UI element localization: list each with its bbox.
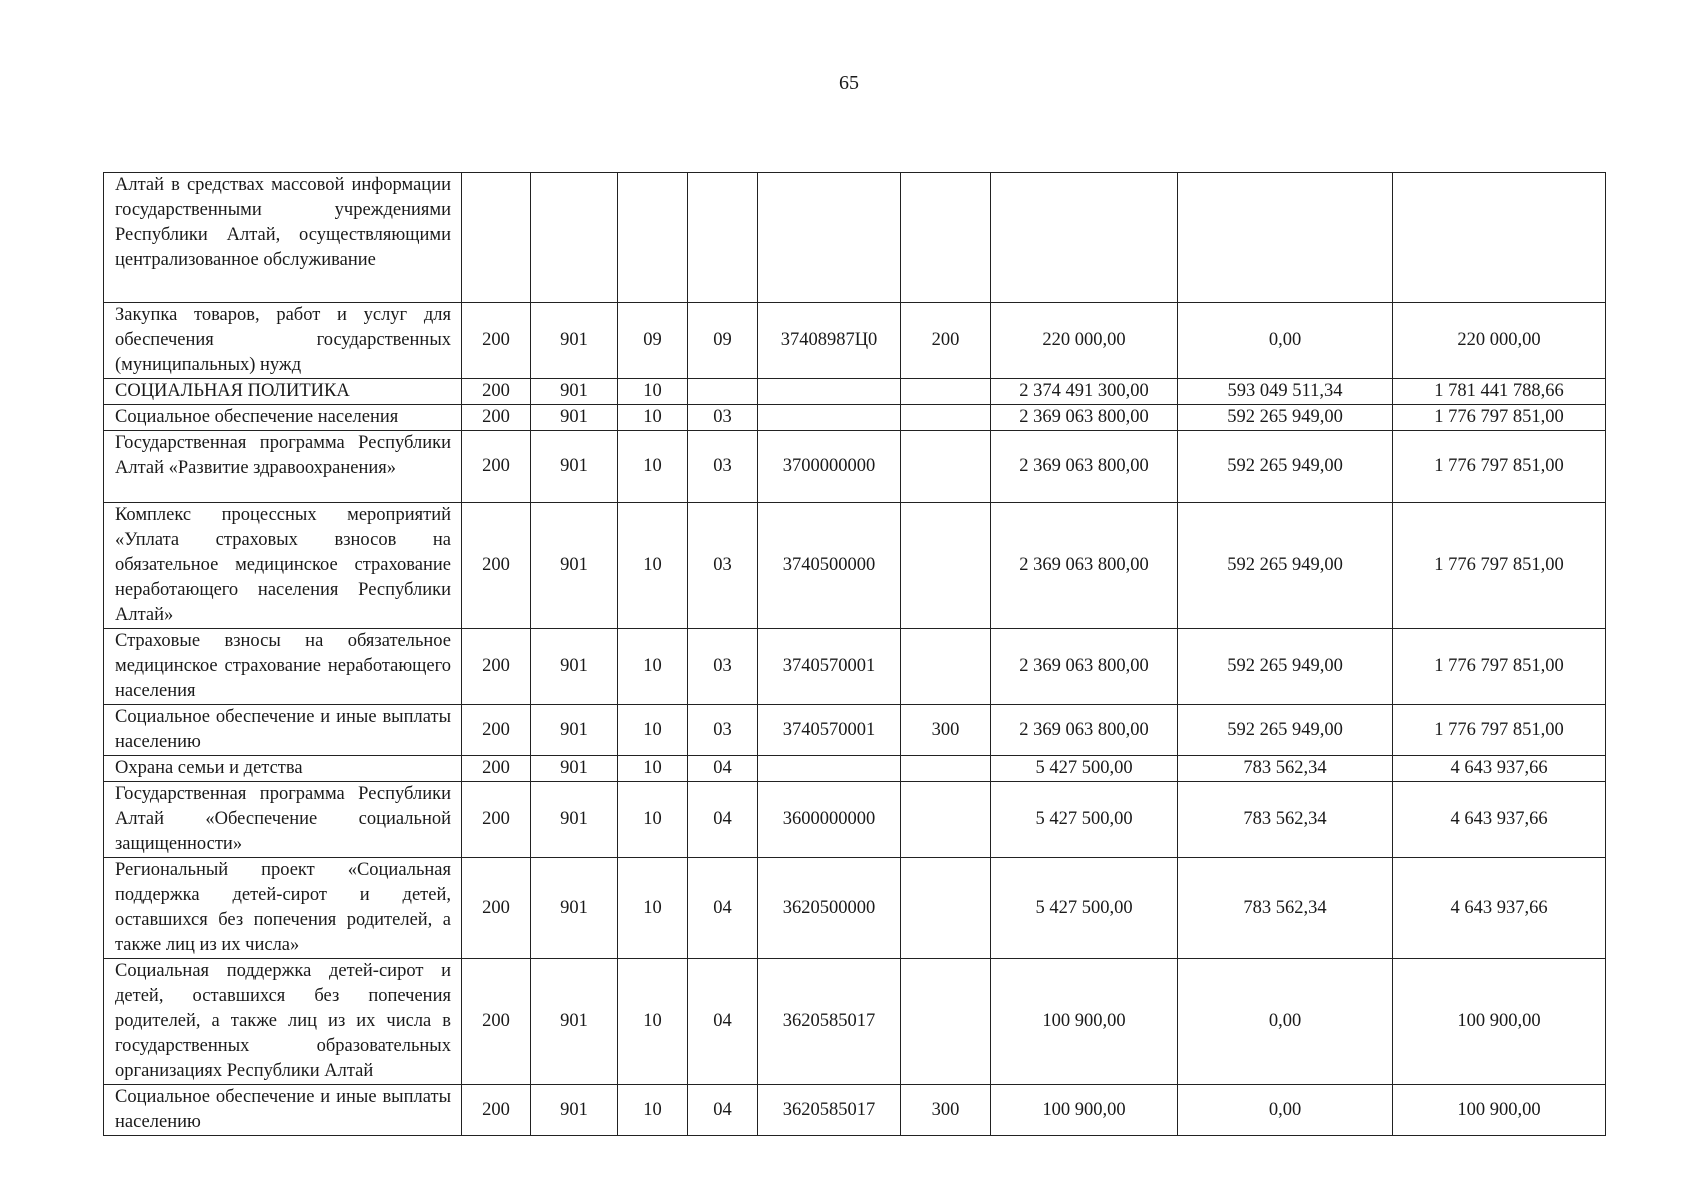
table-row (104, 431, 1606, 503)
plan-amount-cell: 2 369 063 800,00 (991, 503, 1178, 629)
section-code-cell: 10 (618, 705, 688, 756)
expense-type-cell (901, 629, 991, 705)
plan-amount-cell: 2 369 063 800,00 (991, 705, 1178, 756)
expense-type-cell (901, 782, 991, 858)
executed-amount-cell: 0,00 (1178, 959, 1393, 1085)
admin-code-cell: 200 (462, 503, 531, 629)
admin-code-cell: 200 (462, 782, 531, 858)
section-code-cell: 10 (618, 379, 688, 405)
department-code-cell: 901 (531, 431, 618, 503)
target-article-cell (758, 173, 901, 303)
section-code-cell: 10 (618, 431, 688, 503)
row-name-cell: Охрана семьи и детства (104, 756, 462, 782)
target-article-cell: 3620585017 (758, 959, 901, 1085)
section-code-cell: 10 (618, 756, 688, 782)
expense-type-cell (901, 959, 991, 1085)
subsection-code-cell: 04 (688, 959, 758, 1085)
admin-code-cell (462, 173, 531, 303)
remaining-amount-cell: 4 643 937,66 (1393, 756, 1606, 782)
section-code-cell: 10 (618, 959, 688, 1085)
executed-amount-cell: 783 562,34 (1178, 858, 1393, 959)
admin-code-cell: 200 (462, 959, 531, 1085)
target-article-cell: 3700000000 (758, 431, 901, 503)
executed-amount-cell: 592 265 949,00 (1178, 431, 1393, 503)
row-name-cell: Государственная программа Республики Алтай «Развитие здравоохранения» (104, 431, 462, 503)
subsection-code-cell: 03 (688, 405, 758, 431)
executed-amount-cell: 592 265 949,00 (1178, 629, 1393, 705)
department-code-cell: 901 (531, 858, 618, 959)
department-code-cell (531, 173, 618, 303)
remaining-amount-cell: 100 900,00 (1393, 959, 1606, 1085)
table-row (104, 629, 1606, 705)
remaining-amount-cell: 1 781 441 788,66 (1393, 379, 1606, 405)
remaining-amount-cell: 1 776 797 851,00 (1393, 629, 1606, 705)
subsection-code-cell (688, 379, 758, 405)
section-code-cell: 10 (618, 858, 688, 959)
department-code-cell: 901 (531, 1085, 618, 1136)
table-row (104, 782, 1606, 858)
admin-code-cell: 200 (462, 405, 531, 431)
plan-amount-cell: 2 369 063 800,00 (991, 629, 1178, 705)
table-row (104, 959, 1606, 1085)
remaining-amount-cell: 1 776 797 851,00 (1393, 503, 1606, 629)
executed-amount-cell: 0,00 (1178, 1085, 1393, 1136)
page-number: 65 (839, 72, 859, 94)
target-article-cell (758, 405, 901, 431)
target-article-cell: 3620500000 (758, 858, 901, 959)
budget-table-body (104, 173, 1606, 1136)
subsection-code-cell: 09 (688, 303, 758, 379)
remaining-amount-cell: 220 000,00 (1393, 303, 1606, 379)
target-article-cell (758, 756, 901, 782)
plan-amount-cell: 5 427 500,00 (991, 756, 1178, 782)
target-article-cell: 3620585017 (758, 1085, 901, 1136)
remaining-amount-cell: 1 776 797 851,00 (1393, 431, 1606, 503)
plan-amount-cell: 2 369 063 800,00 (991, 431, 1178, 503)
department-code-cell: 901 (531, 303, 618, 379)
section-code-cell (618, 173, 688, 303)
subsection-code-cell: 04 (688, 1085, 758, 1136)
row-name-cell: Комплекс процессных мероприятий «Уплата страховых взносов на обязательное медицинское страхование неработающего населения Республики Алтай» (104, 503, 462, 629)
department-code-cell: 901 (531, 405, 618, 431)
row-name-cell: Социальное обеспечение и иные выплаты населению (104, 1085, 462, 1136)
executed-amount-cell: 592 265 949,00 (1178, 503, 1393, 629)
budget-table (103, 172, 1606, 1136)
expense-type-cell (901, 379, 991, 405)
expense-type-cell: 300 (901, 1085, 991, 1136)
row-name-cell: Закупка товаров, работ и услуг для обеспечения государственных (муниципальных) нужд (104, 303, 462, 379)
expense-type-cell (901, 858, 991, 959)
plan-amount-cell: 100 900,00 (991, 959, 1178, 1085)
subsection-code-cell: 04 (688, 858, 758, 959)
table-row (104, 858, 1606, 959)
department-code-cell: 901 (531, 756, 618, 782)
remaining-amount-cell: 1 776 797 851,00 (1393, 705, 1606, 756)
admin-code-cell: 200 (462, 379, 531, 405)
target-article-cell: 3740500000 (758, 503, 901, 629)
admin-code-cell: 200 (462, 1085, 531, 1136)
admin-code-cell: 200 (462, 629, 531, 705)
executed-amount-cell (1178, 173, 1393, 303)
plan-amount-cell: 2 369 063 800,00 (991, 405, 1178, 431)
department-code-cell: 901 (531, 782, 618, 858)
table-row (104, 379, 1606, 405)
expense-type-cell: 200 (901, 303, 991, 379)
target-article-cell (758, 379, 901, 405)
plan-amount-cell: 5 427 500,00 (991, 782, 1178, 858)
remaining-amount-cell: 100 900,00 (1393, 1085, 1606, 1136)
admin-code-cell: 200 (462, 756, 531, 782)
admin-code-cell: 200 (462, 858, 531, 959)
table-row (104, 1085, 1606, 1136)
target-article-cell: 37408987Ц0 (758, 303, 901, 379)
department-code-cell: 901 (531, 705, 618, 756)
table-row (104, 173, 1606, 303)
expense-type-cell (901, 405, 991, 431)
admin-code-cell: 200 (462, 431, 531, 503)
row-name-cell: Социальная поддержка детей-сирот и детей, оставшихся без попечения родителей, а также лиц из их числа в государственных образовательных организациях Республики Алтай (104, 959, 462, 1085)
row-name-cell: Алтай в средствах массовой информации государственными учреждениями Республики Алтай, осуществляющими централизованное обслуживание (104, 173, 462, 303)
target-article-cell: 3600000000 (758, 782, 901, 858)
subsection-code-cell: 03 (688, 629, 758, 705)
plan-amount-cell: 100 900,00 (991, 1085, 1178, 1136)
expense-type-cell (901, 173, 991, 303)
section-code-cell: 10 (618, 1085, 688, 1136)
remaining-amount-cell: 4 643 937,66 (1393, 858, 1606, 959)
subsection-code-cell (688, 173, 758, 303)
executed-amount-cell: 592 265 949,00 (1178, 405, 1393, 431)
department-code-cell: 901 (531, 959, 618, 1085)
row-name-cell: Социальное обеспечение населения (104, 405, 462, 431)
row-name-cell: Социальное обеспечение и иные выплаты населению (104, 705, 462, 756)
row-name-cell: Региональный проект «Социальная поддержка детей-сирот и детей, оставшихся без попечения родителей, а также лиц из их числа» (104, 858, 462, 959)
table-row (104, 705, 1606, 756)
expense-type-cell (901, 756, 991, 782)
table-row (104, 756, 1606, 782)
executed-amount-cell: 783 562,34 (1178, 756, 1393, 782)
expense-type-cell: 300 (901, 705, 991, 756)
target-article-cell: 3740570001 (758, 705, 901, 756)
table-row (104, 405, 1606, 431)
executed-amount-cell: 783 562,34 (1178, 782, 1393, 858)
subsection-code-cell: 04 (688, 782, 758, 858)
expense-type-cell (901, 431, 991, 503)
subsection-code-cell: 03 (688, 431, 758, 503)
department-code-cell: 901 (531, 629, 618, 705)
remaining-amount-cell: 1 776 797 851,00 (1393, 405, 1606, 431)
executed-amount-cell: 0,00 (1178, 303, 1393, 379)
department-code-cell: 901 (531, 503, 618, 629)
executed-amount-cell: 592 265 949,00 (1178, 705, 1393, 756)
subsection-code-cell: 04 (688, 756, 758, 782)
remaining-amount-cell: 4 643 937,66 (1393, 782, 1606, 858)
row-name-cell: Страховые взносы на обязательное медицинское страхование неработающего населения (104, 629, 462, 705)
row-name-cell: Государственная программа Республики Алтай «Обеспечение социальной защищенности» (104, 782, 462, 858)
plan-amount-cell: 5 427 500,00 (991, 858, 1178, 959)
plan-amount-cell: 2 374 491 300,00 (991, 379, 1178, 405)
section-code-cell: 09 (618, 303, 688, 379)
admin-code-cell: 200 (462, 303, 531, 379)
target-article-cell: 3740570001 (758, 629, 901, 705)
plan-amount-cell: 220 000,00 (991, 303, 1178, 379)
subsection-code-cell: 03 (688, 705, 758, 756)
department-code-cell: 901 (531, 379, 618, 405)
table-row (104, 503, 1606, 629)
expense-type-cell (901, 503, 991, 629)
section-code-cell: 10 (618, 405, 688, 431)
section-code-cell: 10 (618, 782, 688, 858)
executed-amount-cell: 593 049 511,34 (1178, 379, 1393, 405)
plan-amount-cell (991, 173, 1178, 303)
table-row (104, 303, 1606, 379)
section-code-cell: 10 (618, 503, 688, 629)
section-code-cell: 10 (618, 629, 688, 705)
row-name-cell: СОЦИАЛЬНАЯ ПОЛИТИКА (104, 379, 462, 405)
remaining-amount-cell (1393, 173, 1606, 303)
admin-code-cell: 200 (462, 705, 531, 756)
subsection-code-cell: 03 (688, 503, 758, 629)
